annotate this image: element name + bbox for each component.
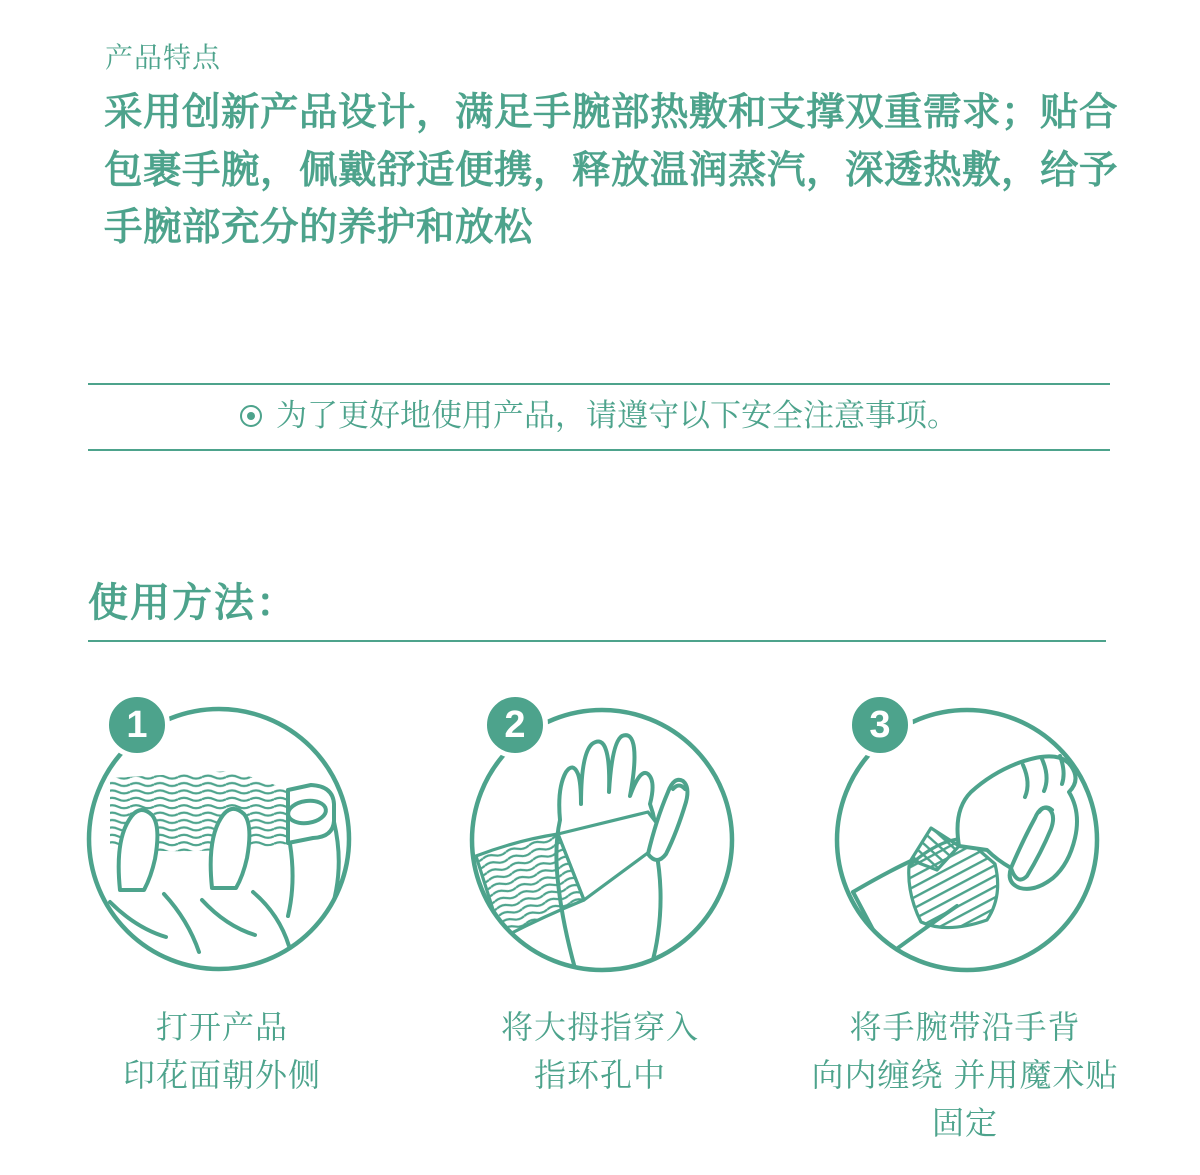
step-number: 2: [504, 703, 526, 746]
caption-line: 将大拇指穿入: [500, 1009, 699, 1045]
step-3-caption: [785, 1003, 1145, 1147]
usage-step-2: [420, 692, 780, 1099]
caption-line: 将手腕带沿手背: [849, 1009, 1081, 1045]
step-number-badge: [104, 692, 170, 758]
safety-notice-text: 为了更好地使用产品，请遵守以下安全注意事项。: [276, 398, 958, 433]
bullseye-icon: [240, 405, 262, 427]
usage-step-1: [42, 692, 402, 1099]
features-body-line: 手腕部充分的养护和放松: [104, 206, 534, 249]
step-number: 3: [869, 703, 891, 746]
usage-divider-rule: [88, 640, 1106, 642]
caption-line: 指环孔中: [533, 1057, 666, 1093]
step-2-caption: [420, 1003, 780, 1099]
usage-section-heading: 使用方法：: [88, 581, 298, 625]
step-number-badge: [482, 692, 548, 758]
features-body-line: 采用创新产品设计，满足手腕部热敷和支撑双重需求；贴合: [104, 91, 1119, 134]
step-3-illustration-wrap: [825, 692, 1105, 977]
features-section-label: 产品特点: [105, 42, 222, 73]
step-number-badge: [847, 692, 913, 758]
features-body-line: 包裹手腕，佩戴舒适便携，释放温润蒸汽，深透热敷，给予: [104, 148, 1119, 192]
step-2-illustration-wrap: [460, 692, 740, 977]
caption-line: 印花面朝外侧: [122, 1057, 321, 1093]
step-1-caption: [42, 1003, 402, 1099]
step-1-illustration-wrap: [82, 692, 362, 977]
usage-step-3: [785, 692, 1145, 1147]
safety-notice: [88, 383, 1110, 451]
caption-line: 向内缠绕 并用魔术贴: [811, 1057, 1119, 1093]
caption-line: 打开产品: [155, 1009, 288, 1045]
step-number: 1: [126, 703, 148, 746]
caption-line: 固定: [931, 1105, 998, 1141]
features-body: [104, 84, 1118, 257]
